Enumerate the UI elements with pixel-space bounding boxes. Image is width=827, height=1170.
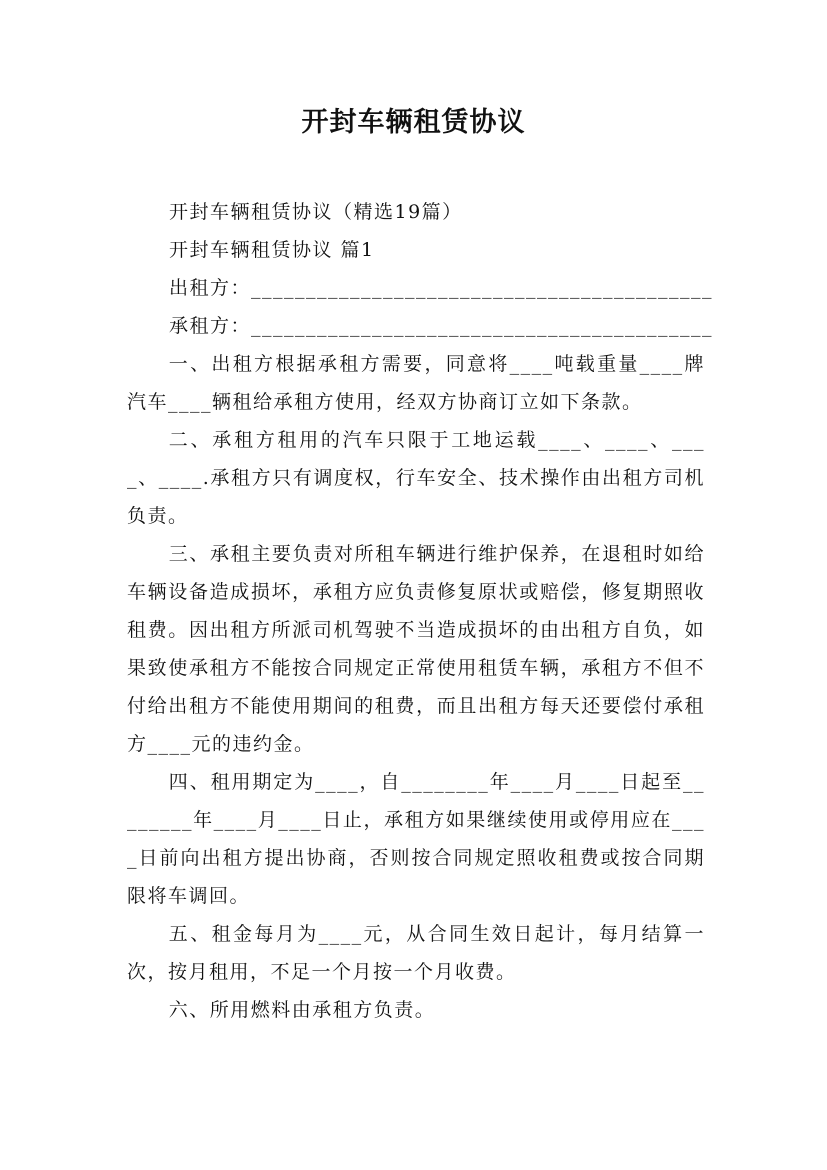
document-subtitle: 开封车辆租赁协议（精选19篇） (169, 201, 463, 223)
page-title: 开封车辆租赁协议 (301, 107, 526, 138)
clause-1: 一、出租方根据承租方需要，同意将____吨载重量____牌汽车____辆租给承租方使用，经双方协商订立如下条款。 (127, 353, 705, 413)
document-body (127, 193, 714, 1029)
clause-6: 六、所用燃料由承租方负责。 (168, 999, 436, 1021)
lessor-field: 出租方：__________________________________________ (169, 277, 714, 299)
clause-2: 二、承租方租用的汽车只限于工地运载____、____、____、____.承租方只有调度权，行车安全、技术操作由出租方司机负责。 (127, 429, 705, 527)
clause-3: 三、承租主要负责对所租车辆进行维护保养，在退租时如给车辆设备造成损坏，承租方应负责修复原状或赔偿，修复期照收租费。因出租方所派司机驾驶不当造成损坏的由出租方自负，如果致使承租方不能按合同规定正常使用租赁车辆，承租方不但不付给出租方不能使用期间的租费，而且出租方每天还要偿付承租方____元的违约金。 (127, 543, 705, 755)
lessee-field: 承租方：__________________________________________ (169, 315, 714, 337)
clause-4: 四、租用期定为____，自________年____月____日起至________年____月____日止，承租方如果继续使用或停用应在____日前向出租方提出协商，否则按合同规定照收租费或按合同期限将车调回。 (127, 771, 705, 907)
clause-5: 五、租金每月为____元，从合同生效日起计，每月结算一次，按月租用，不足一个月按一个月收费。 (127, 923, 705, 983)
chapter-heading: 开封车辆租赁协议 篇1 (169, 239, 375, 261)
